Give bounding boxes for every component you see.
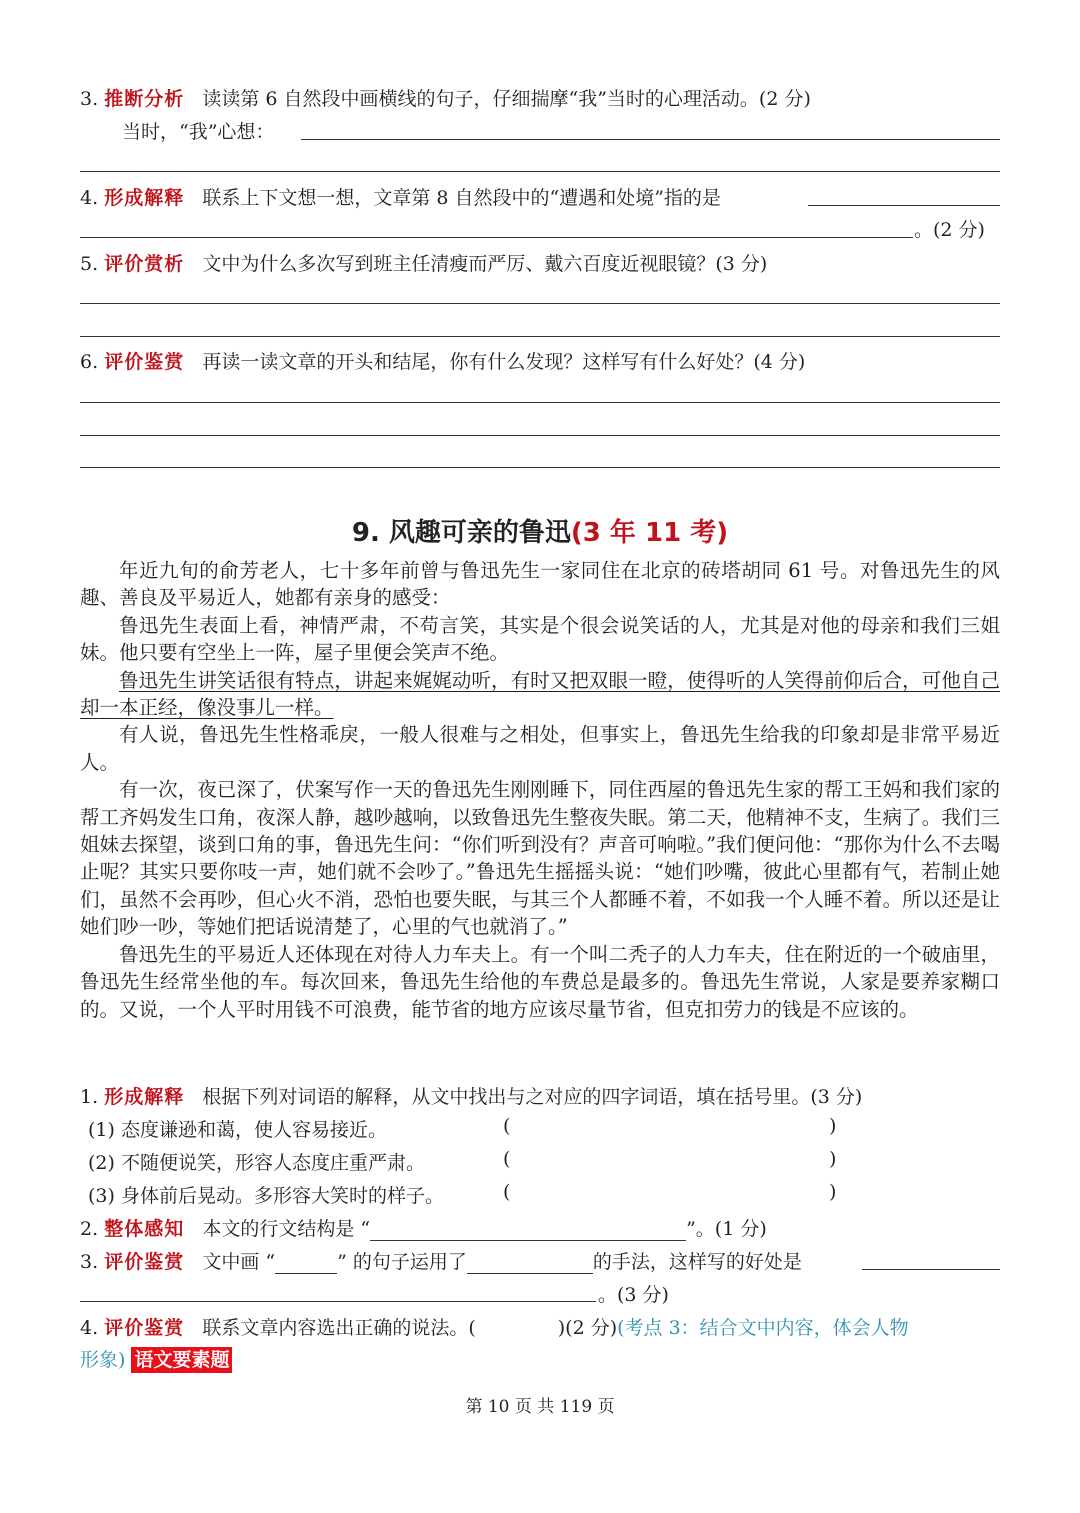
answer-line[interactable] <box>80 336 1000 337</box>
answer-line[interactable] <box>301 139 1000 140</box>
question-4 <box>80 183 721 210</box>
question-3b <box>80 1247 802 1274</box>
question-text: 本文的行文结构是 “ <box>202 1218 371 1240</box>
question-text: 读读第 6 自然段中画横线的句子，仔细揣摩“我”当时的心理活动。(2 分) <box>202 88 811 110</box>
page-total: 119 <box>559 1397 593 1417</box>
question-tag: 评价鉴赏 <box>104 1317 185 1339</box>
question-tag: 形成解释 <box>104 187 185 209</box>
question-number: 1. <box>80 1086 99 1108</box>
underlined-sentence: 鲁迅先生讲笑话很有特点，讲起来娓娓动听，有时又把双眼一瞪，使得听的人笑得前仰后合，可他自己却一本正经，像没事儿一样。 <box>80 668 1000 720</box>
question-number: 5. <box>80 253 99 275</box>
answer-line[interactable] <box>80 237 913 238</box>
article-subtitle: (3 年 11 考) <box>570 518 729 548</box>
answer-bracket-open[interactable]: ( <box>503 1115 511 1137</box>
question-number: 6. <box>80 351 99 373</box>
exam-point-note: 形象) <box>80 1349 126 1371</box>
question-text: 联系上下文想一想，文章第 8 自然段中的“遭遇和处境”指的是 <box>202 187 721 209</box>
answer-bracket-close: ) <box>829 1115 837 1137</box>
question-4b-cont <box>80 1345 232 1372</box>
answer-blank[interactable] <box>370 1219 686 1241</box>
question-number: 3. <box>80 1251 99 1273</box>
footer-text: 页 共 <box>514 1397 555 1417</box>
footer-text: 页 <box>597 1397 615 1417</box>
question-number: 4. <box>80 187 99 209</box>
definition-item: (2) 不随便说笑，形容人态度庄重严肃。 <box>88 1152 425 1174</box>
question-tag: 评价赏析 <box>104 253 185 275</box>
question-number: 2. <box>80 1218 99 1240</box>
element-badge: 语文要素题 <box>131 1347 232 1373</box>
answer-line[interactable] <box>80 171 1000 172</box>
score-label: )(2 分) <box>557 1317 618 1339</box>
paragraph: 有一次，夜已深了，伏案写作一天的鲁迅先生刚刚睡下，同住西屋的鲁迅先生家的帮工王妈和我们家的帮工齐妈发生口角，夜深人静，越吵越响，以致鲁迅先生整夜失眠。第二天，他精神不支，生病了。我们三姐妹去探望，谈到口角的事，鲁迅先生问：“你们听到没有？声音可响啦。”我们便问他：“那你为什么不去喝止呢？其实只要你吱一声，她们就不会吵了。”鲁迅先生摇摇头说：“她们吵嘴，彼此心里都有气，若制止她们，虽然不会再吵，但心火不消，恐怕也要失眠，与其三个人都睡不着，不如我一个人睡不着。所以还是让她们吵一吵，等她们把话说清楚了，心里的气也就消了。” <box>80 778 1000 939</box>
question-tag: 评价鉴赏 <box>104 351 185 373</box>
question-number: 4. <box>80 1317 99 1339</box>
answer-prompt: 当时，“我”心想： <box>122 121 275 143</box>
answer-line[interactable] <box>80 303 1000 304</box>
answer-line[interactable] <box>80 467 1000 468</box>
page-number: 10 <box>487 1397 510 1417</box>
answer-bracket-close: ) <box>829 1181 837 1203</box>
score-label: ”。(1 分) <box>686 1218 767 1240</box>
question-text: 联系文章内容选出正确的说法。( <box>202 1317 476 1339</box>
question-text: 再读一读文章的开头和结尾，你有什么发现？这样写有什么好处？(4 分) <box>202 351 806 373</box>
answer-line[interactable] <box>80 402 1000 403</box>
paragraph-underlined <box>80 667 1000 722</box>
question-number: 3. <box>80 88 99 110</box>
answer-bracket-open[interactable]: ( <box>503 1181 511 1203</box>
question-3 <box>80 84 811 111</box>
question-text: 的手法，这样写的好处是 <box>592 1251 802 1273</box>
question-text: 根据下列对词语的解释，从文中找出与之对应的四字词语，填在括号里。(3 分) <box>202 1086 863 1108</box>
answer-blank[interactable] <box>467 1252 593 1274</box>
answer-line[interactable] <box>808 205 1000 206</box>
paragraph: 年近九旬的俞芳老人，七十多年前曾与鲁迅先生一家同住在北京的砖塔胡同 61 号。对鲁迅先生的风趣、善良及平易近人，她都有亲身的感受： <box>80 559 1000 610</box>
question-6 <box>80 347 805 374</box>
answer-line[interactable] <box>80 435 1000 436</box>
footer-text: 第 <box>465 1397 483 1417</box>
answer-bracket-close: ) <box>829 1148 837 1170</box>
question-1 <box>80 1082 862 1109</box>
question-text: 文中画 “ <box>202 1251 276 1273</box>
question-tag: 评价鉴赏 <box>104 1251 185 1273</box>
score-label: 。(3 分) <box>598 1284 669 1306</box>
definition-item: (3) 身体前后晃动。多形容大笑时的样子。 <box>88 1185 444 1207</box>
article-title-text: 9. 风趣可亲的鲁迅 <box>351 518 571 548</box>
article-title <box>0 512 1080 549</box>
score-label: 。(2 分) <box>914 219 985 241</box>
answer-blank[interactable] <box>275 1252 337 1274</box>
question-5 <box>80 249 767 276</box>
answer-line[interactable] <box>80 1301 596 1302</box>
question-text: ” 的句子运用了 <box>337 1251 467 1273</box>
question-tag: 推断分析 <box>104 88 185 110</box>
article-passage <box>80 557 1000 1023</box>
answer-bracket-open[interactable]: ( <box>503 1148 511 1170</box>
paragraph: 鲁迅先生表面上看，神情严肃，不苟言笑，其实是个很会说笑话的人，尤其是对他的母亲和我们三姐妹。他只要有空坐上一阵，屋子里便会笑声不绝。 <box>80 613 1000 665</box>
question-tag: 整体感知 <box>104 1218 185 1240</box>
answer-line[interactable] <box>862 1269 1000 1270</box>
exam-point-note: (考点 3：结合文中内容，体会人物 <box>617 1317 909 1339</box>
page-footer <box>0 1392 1080 1417</box>
question-4b <box>80 1313 909 1340</box>
paragraph: 有人说，鲁迅先生性格乖戾，一般人很难与之相处，但事实上，鲁迅先生给我的印象却是非常平易近人。 <box>80 723 1000 774</box>
definition-item: (1) 态度谦逊和蔼，使人容易接近。 <box>88 1119 387 1141</box>
question-text: 文中为什么多次写到班主任清瘦而严厉、戴六百度近视眼镜？(3 分) <box>202 253 768 275</box>
question-tag: 形成解释 <box>104 1086 185 1108</box>
question-2 <box>80 1214 767 1241</box>
paragraph: 鲁迅先生的平易近人还体现在对待人力车夫上。有一个叫二秃子的人力车夫，住在附近的一个破庙里，鲁迅先生经常坐他的车。每次回来，鲁迅先生给他的车费总是最多的。鲁迅先生常说，人家是要养家糊口的。又说，一个人平时用钱不可浪费，能节省的地方应该尽量节省，但克扣劳力的钱是不应该的。 <box>80 942 1000 1021</box>
